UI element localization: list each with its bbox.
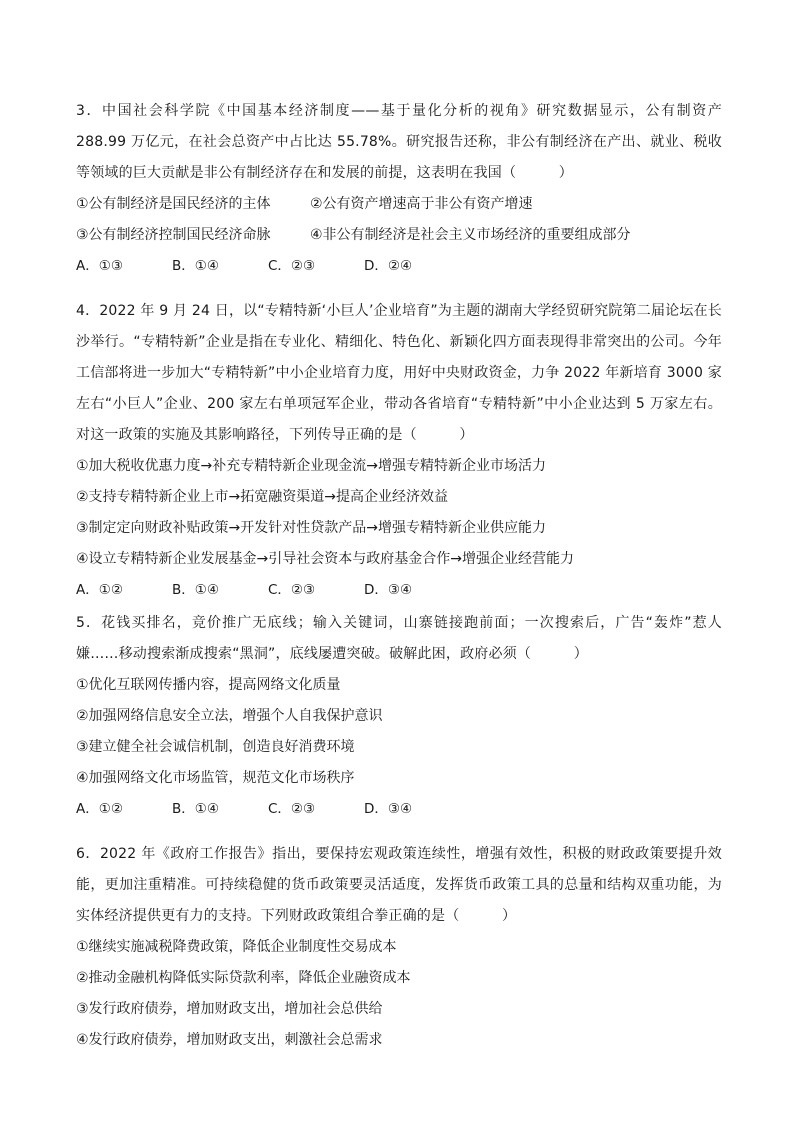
question-4-choices <box>76 575 722 606</box>
question-4-option-3: ③制定定向财政补贴政策→开发针对性贷款产品→增强专精特新企业供应能力 <box>76 520 547 536</box>
question-3-option-2: ②公有资产增速高于非公有资产增速 <box>310 196 533 212</box>
question-3-choice-d: D．②④ <box>364 258 413 274</box>
question-5-choice-a: A．①② <box>76 801 123 817</box>
question-5-option-2: ②加强网络信息安全立法，增强个人自我保护意识 <box>76 708 383 724</box>
question-5-choice-c: C．②③ <box>268 801 316 817</box>
question-5-choice-b: B．①④ <box>172 801 219 817</box>
question-4-option-1: ①加大税收优惠力度→补充专精特新企业现金流→增强专精特新企业市场活力 <box>76 458 547 474</box>
question-4-choice-b: B．①④ <box>172 582 219 598</box>
question-3-choices <box>76 251 722 282</box>
question-4 <box>76 296 722 606</box>
question-5-choices <box>76 794 722 825</box>
question-4-stem: 4．2022 年 9 月 24 日，以“专精特新‘小巨人’企业培育”为主题的湖南大学经贸研究院第二届论坛在长沙举行。“专精特新”企业是指在专业化、精细化、特色化、新颖化四方面表现得非常突出的公司。今年工信部将进一步加大“专精特新”中小企业培育力度，用好中央财政资金，力争 2022 年新培育 3000 家左右“小巨人”企业、200 家左右单项冠军企业，带动各省培育“专精特新”中小企业达到 5 万家左右。对这一政策的实施及其影响路径，下列传导正确的是（ ） <box>76 303 722 443</box>
question-3-options-row-2 <box>76 220 722 251</box>
question-3-stem: 3．中国社会科学院《中国基本经济制度——基于量化分析的视角》研究数据显示，公有制资产 288.99 万亿元，在社会总资产中占比达 55.78%。研究报告还称，非公有制经济在产出、就业、税收等领域的巨大贡献是非公有制经济存在和发展的前提，这表明在我国（ ） <box>76 103 722 181</box>
spacer <box>76 825 722 839</box>
question-3 <box>76 96 722 282</box>
question-4-choice-c: C．②③ <box>268 582 316 598</box>
question-6-option-1: ①继续实施减税降费政策，降低企业制度性交易成本 <box>76 939 397 955</box>
question-6-option-4: ④发行政府债券，增加财政支出，刺激社会总需求 <box>76 1032 383 1048</box>
question-5-option-1: ①优化互联网传播内容，提高网络文化质量 <box>76 677 341 693</box>
question-3-option-3: ③公有制经济控制国民经济命脉 <box>76 227 271 243</box>
question-4-choice-d: D．③④ <box>364 582 413 598</box>
question-5-stem: 5．花钱买排名，竞价推广无底线；输入关键词，山寨链接跑前面；一次搜索后，广告“轰炸”惹人嫌……移动搜索渐成搜索“黑洞”，底线屡遭突破。破解此困，政府必须（ ） <box>76 615 722 662</box>
question-6-option-3: ③发行政府债券，增加财政支出，增加社会总供给 <box>76 1001 383 1017</box>
question-3-choice-c: C．②③ <box>268 258 316 274</box>
question-4-choice-a: A．①② <box>76 582 123 598</box>
question-6 <box>76 839 722 1056</box>
question-6-stem: 6．2022 年《政府工作报告》指出，要保持宏观政策连续性，增强有效性，积极的财政政策要提升效能，更加注重精准。可持续稳健的货币政策要灵活适度，发挥货币政策工具的总量和结构双重功能，为实体经济提供更有力的支持。下列财政政策组合拳正确的是（ ） <box>76 846 722 924</box>
question-6-option-2: ②推动金融机构降低实际贷款利率，降低企业融资成本 <box>76 970 411 986</box>
question-3-option-4: ④非公有制经济是社会主义市场经济的重要组成部分 <box>310 227 631 243</box>
question-3-choice-a: A．①③ <box>76 258 123 274</box>
question-4-option-4: ④设立专精特新企业发展基金→引导社会资本与政府基金合作→增强企业经营能力 <box>76 551 575 567</box>
question-3-options-row-1 <box>76 189 722 220</box>
question-5-option-4: ④加强网络文化市场监管，规范文化市场秩序 <box>76 770 355 786</box>
question-3-choice-b: B．①④ <box>172 258 219 274</box>
question-5 <box>76 608 722 825</box>
question-4-option-2: ②支持专精特新企业上市→拓宽融资渠道→提高企业经济效益 <box>76 489 449 505</box>
question-5-choice-d: D．③④ <box>364 801 413 817</box>
question-list <box>76 96 722 1056</box>
spacer <box>76 282 722 296</box>
question-3-option-1: ①公有制经济是国民经济的主体 <box>76 196 271 212</box>
question-5-option-3: ③建立健全社会诚信机制，创造良好消费环境 <box>76 739 355 755</box>
